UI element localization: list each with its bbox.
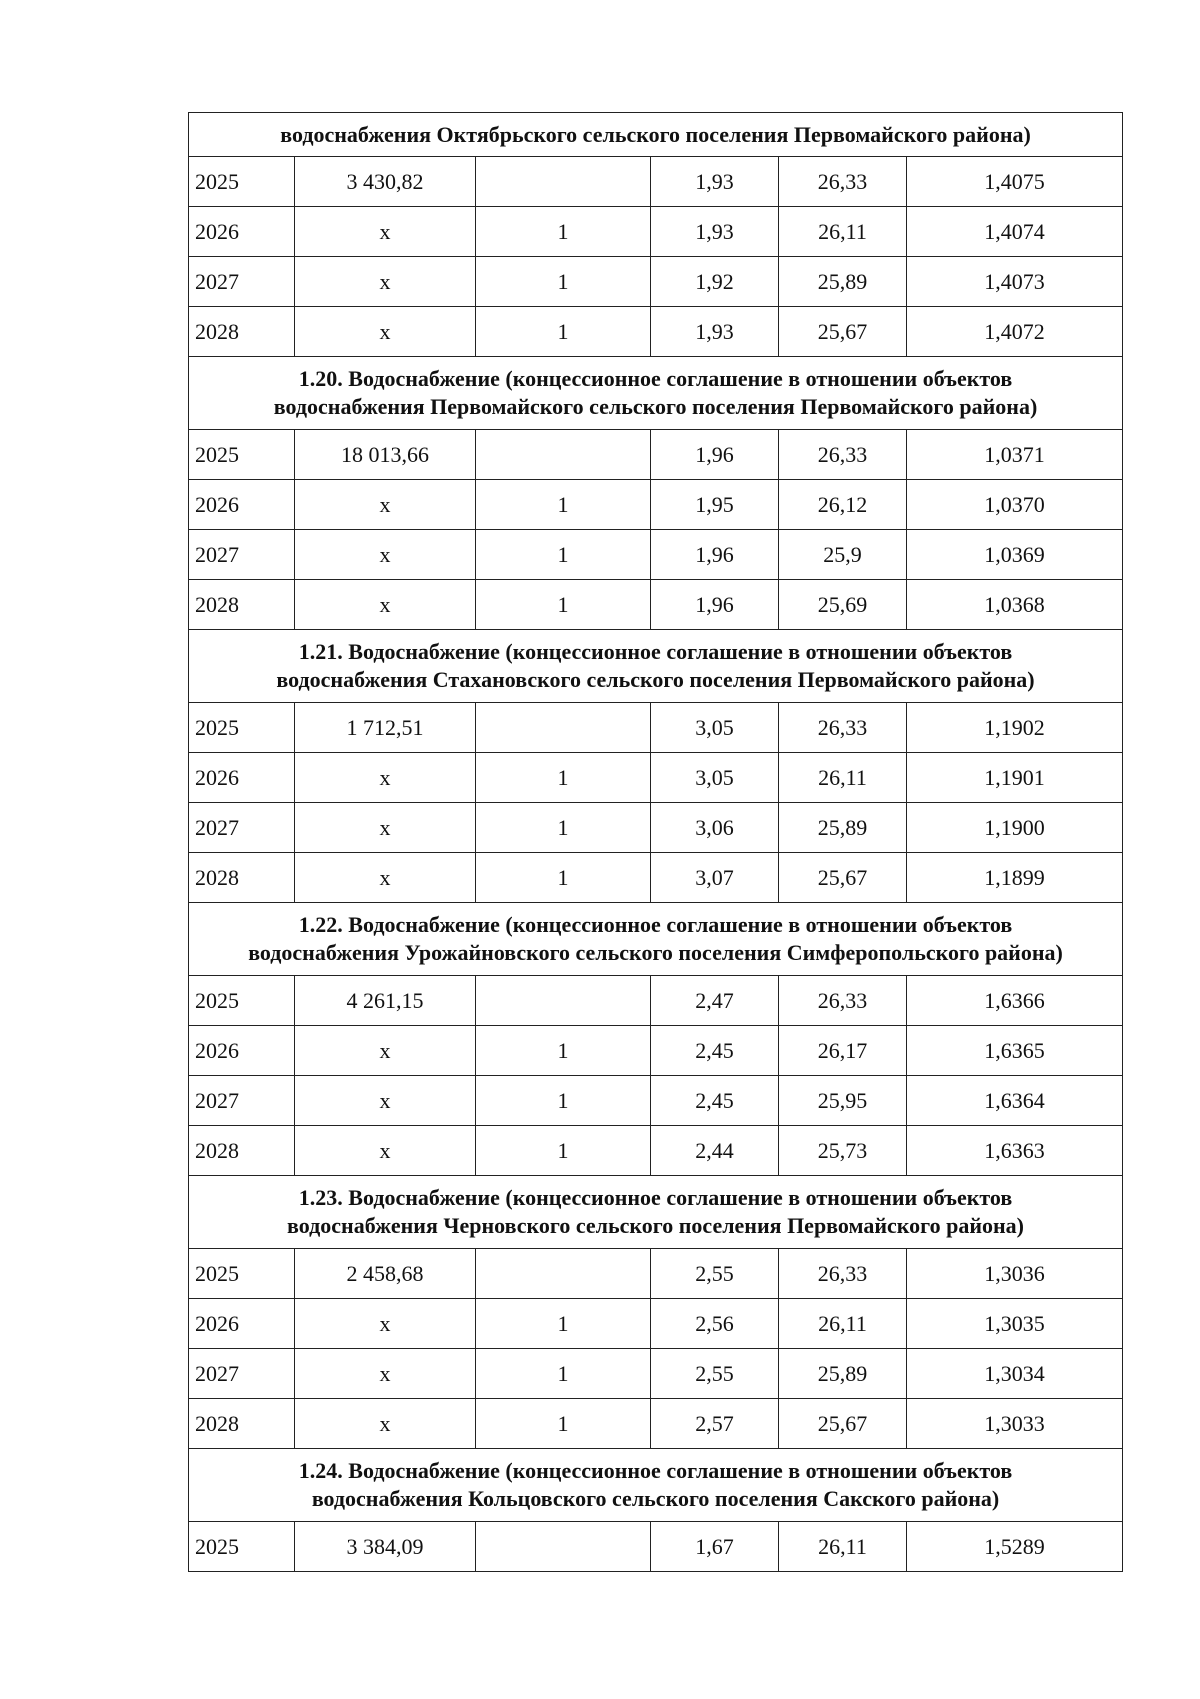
index-cell: [476, 1522, 651, 1572]
value-cell: 1,0371: [907, 430, 1123, 480]
value-cell: 25,73: [779, 1126, 907, 1176]
year-cell: 2025: [189, 703, 295, 753]
value-cell: 1,4072: [907, 307, 1123, 357]
index-cell: 1: [476, 1126, 651, 1176]
value-cell: 1,6365: [907, 1026, 1123, 1076]
year-cell: 2025: [189, 157, 295, 207]
table-row: [189, 530, 1123, 580]
section-title: 1.23. Водоснабжение (концессионное соглашение в отношении объектов водоснабжения Черновского сельского поселения Первомайского района): [189, 1176, 1123, 1249]
section-title: 1.22. Водоснабжение (концессионное соглашение в отношении объектов водоснабжения Урожайновского сельского поселения Симферопольского района): [189, 903, 1123, 976]
section-heading-row: [189, 113, 1123, 157]
year-cell: 2027: [189, 530, 295, 580]
year-cell: 2027: [189, 1349, 295, 1399]
index-cell: 1: [476, 1399, 651, 1449]
section-heading-row: [189, 1176, 1123, 1249]
value-cell: х: [295, 753, 476, 803]
value-cell: 2,55: [651, 1349, 779, 1399]
value-cell: 26,33: [779, 703, 907, 753]
value-cell: 1,96: [651, 430, 779, 480]
index-cell: [476, 1249, 651, 1299]
index-cell: 1: [476, 530, 651, 580]
table-row: [189, 1076, 1123, 1126]
index-cell: 1: [476, 753, 651, 803]
index-cell: 1: [476, 1349, 651, 1399]
value-cell: 1,5289: [907, 1522, 1123, 1572]
value-cell: 3,05: [651, 703, 779, 753]
index-cell: 1: [476, 1076, 651, 1126]
value-cell: 25,95: [779, 1076, 907, 1126]
index-cell: 1: [476, 803, 651, 853]
table-row: [189, 1522, 1123, 1572]
value-cell: 1,1902: [907, 703, 1123, 753]
value-cell: 26,33: [779, 976, 907, 1026]
table-row: [189, 1249, 1123, 1299]
index-cell: [476, 703, 651, 753]
value-cell: 1,3036: [907, 1249, 1123, 1299]
value-cell: 26,12: [779, 480, 907, 530]
table-row: [189, 1026, 1123, 1076]
year-cell: 2028: [189, 1399, 295, 1449]
value-cell: 1,4074: [907, 207, 1123, 257]
index-cell: 1: [476, 257, 651, 307]
table-row: [189, 753, 1123, 803]
value-cell: 2,45: [651, 1076, 779, 1126]
value-cell: 1,96: [651, 530, 779, 580]
year-cell: 2025: [189, 1249, 295, 1299]
value-cell: 1,93: [651, 207, 779, 257]
index-cell: [476, 430, 651, 480]
section-title: 1.20. Водоснабжение (концессионное соглашение в отношении объектов водоснабжения Первомайского сельского поселения Первомайского района): [189, 357, 1123, 430]
year-cell: 2026: [189, 1299, 295, 1349]
value-cell: 26,33: [779, 157, 907, 207]
value-cell: х: [295, 1026, 476, 1076]
value-cell: 1,1900: [907, 803, 1123, 853]
value-cell: 2,47: [651, 976, 779, 1026]
table-row: [189, 853, 1123, 903]
table-row: [189, 1126, 1123, 1176]
year-cell: 2028: [189, 1126, 295, 1176]
table-row: [189, 257, 1123, 307]
table-row: [189, 1349, 1123, 1399]
value-cell: 1,96: [651, 580, 779, 630]
value-cell: 1,67: [651, 1522, 779, 1572]
table-row: [189, 430, 1123, 480]
section-heading-row: [189, 630, 1123, 703]
value-cell: х: [295, 1126, 476, 1176]
index-cell: 1: [476, 580, 651, 630]
value-cell: 1,0370: [907, 480, 1123, 530]
value-cell: 3 384,09: [295, 1522, 476, 1572]
value-cell: 1,95: [651, 480, 779, 530]
year-cell: 2027: [189, 803, 295, 853]
index-cell: 1: [476, 207, 651, 257]
value-cell: 1,0369: [907, 530, 1123, 580]
value-cell: 2 458,68: [295, 1249, 476, 1299]
value-cell: 26,11: [779, 753, 907, 803]
table-row: [189, 207, 1123, 257]
value-cell: х: [295, 1399, 476, 1449]
year-cell: 2026: [189, 1026, 295, 1076]
value-cell: 1,3035: [907, 1299, 1123, 1349]
table-row: [189, 976, 1123, 1026]
value-cell: 25,9: [779, 530, 907, 580]
year-cell: 2026: [189, 207, 295, 257]
year-cell: 2027: [189, 1076, 295, 1126]
value-cell: 2,55: [651, 1249, 779, 1299]
value-cell: 2,44: [651, 1126, 779, 1176]
table-row: [189, 307, 1123, 357]
year-cell: 2026: [189, 480, 295, 530]
value-cell: 1,93: [651, 157, 779, 207]
value-cell: 3,05: [651, 753, 779, 803]
year-cell: 2028: [189, 853, 295, 903]
value-cell: 2,57: [651, 1399, 779, 1449]
index-cell: 1: [476, 853, 651, 903]
value-cell: 1,3033: [907, 1399, 1123, 1449]
table-row: [189, 157, 1123, 207]
value-cell: х: [295, 530, 476, 580]
value-cell: 1,93: [651, 307, 779, 357]
value-cell: 26,33: [779, 430, 907, 480]
value-cell: х: [295, 1349, 476, 1399]
value-cell: 26,11: [779, 207, 907, 257]
value-cell: 25,89: [779, 803, 907, 853]
value-cell: 2,56: [651, 1299, 779, 1349]
value-cell: 26,11: [779, 1299, 907, 1349]
index-cell: 1: [476, 307, 651, 357]
value-cell: 1,6366: [907, 976, 1123, 1026]
value-cell: 1,92: [651, 257, 779, 307]
value-cell: 3 430,82: [295, 157, 476, 207]
value-cell: 26,33: [779, 1249, 907, 1299]
year-cell: 2028: [189, 580, 295, 630]
value-cell: х: [295, 480, 476, 530]
table-row: [189, 580, 1123, 630]
value-cell: 18 013,66: [295, 430, 476, 480]
value-cell: 4 261,15: [295, 976, 476, 1026]
year-cell: 2025: [189, 430, 295, 480]
table-row: [189, 1299, 1123, 1349]
table-row: [189, 803, 1123, 853]
value-cell: 1,4075: [907, 157, 1123, 207]
value-cell: 25,67: [779, 307, 907, 357]
value-cell: 25,89: [779, 1349, 907, 1399]
value-cell: 1,6363: [907, 1126, 1123, 1176]
year-cell: 2028: [189, 307, 295, 357]
section-heading-row: [189, 903, 1123, 976]
value-cell: 1,4073: [907, 257, 1123, 307]
section-title: водоснабжения Октябрьского сельского поселения Первомайского района): [189, 113, 1123, 157]
value-cell: х: [295, 307, 476, 357]
value-cell: х: [295, 207, 476, 257]
value-cell: 25,67: [779, 853, 907, 903]
value-cell: 1,1901: [907, 753, 1123, 803]
index-cell: 1: [476, 1026, 651, 1076]
section-heading-row: [189, 357, 1123, 430]
section-heading-row: [189, 1449, 1123, 1522]
value-cell: 2,45: [651, 1026, 779, 1076]
value-cell: х: [295, 803, 476, 853]
value-cell: 3,07: [651, 853, 779, 903]
index-cell: [476, 157, 651, 207]
value-cell: 3,06: [651, 803, 779, 853]
year-cell: 2025: [189, 1522, 295, 1572]
value-cell: 1,3034: [907, 1349, 1123, 1399]
value-cell: 25,67: [779, 1399, 907, 1449]
index-cell: [476, 976, 651, 1026]
value-cell: х: [295, 580, 476, 630]
value-cell: 1,0368: [907, 580, 1123, 630]
value-cell: х: [295, 1076, 476, 1126]
value-cell: х: [295, 1299, 476, 1349]
value-cell: 1 712,51: [295, 703, 476, 753]
section-title: 1.21. Водоснабжение (концессионное соглашение в отношении объектов водоснабжения Стахановского сельского поселения Первомайского района): [189, 630, 1123, 703]
index-cell: 1: [476, 1299, 651, 1349]
table-row: [189, 1399, 1123, 1449]
value-cell: 25,69: [779, 580, 907, 630]
value-cell: х: [295, 853, 476, 903]
value-cell: 26,11: [779, 1522, 907, 1572]
value-cell: 1,1899: [907, 853, 1123, 903]
table-row: [189, 480, 1123, 530]
value-cell: х: [295, 257, 476, 307]
tariff-table: [188, 112, 1123, 1572]
value-cell: 26,17: [779, 1026, 907, 1076]
table-row: [189, 703, 1123, 753]
value-cell: 25,89: [779, 257, 907, 307]
year-cell: 2025: [189, 976, 295, 1026]
year-cell: 2027: [189, 257, 295, 307]
year-cell: 2026: [189, 753, 295, 803]
index-cell: 1: [476, 480, 651, 530]
section-title: 1.24. Водоснабжение (концессионное соглашение в отношении объектов водоснабжения Кольцовского сельского поселения Сакского района): [189, 1449, 1123, 1522]
tariff-table-body: [189, 113, 1123, 1572]
value-cell: 1,6364: [907, 1076, 1123, 1126]
